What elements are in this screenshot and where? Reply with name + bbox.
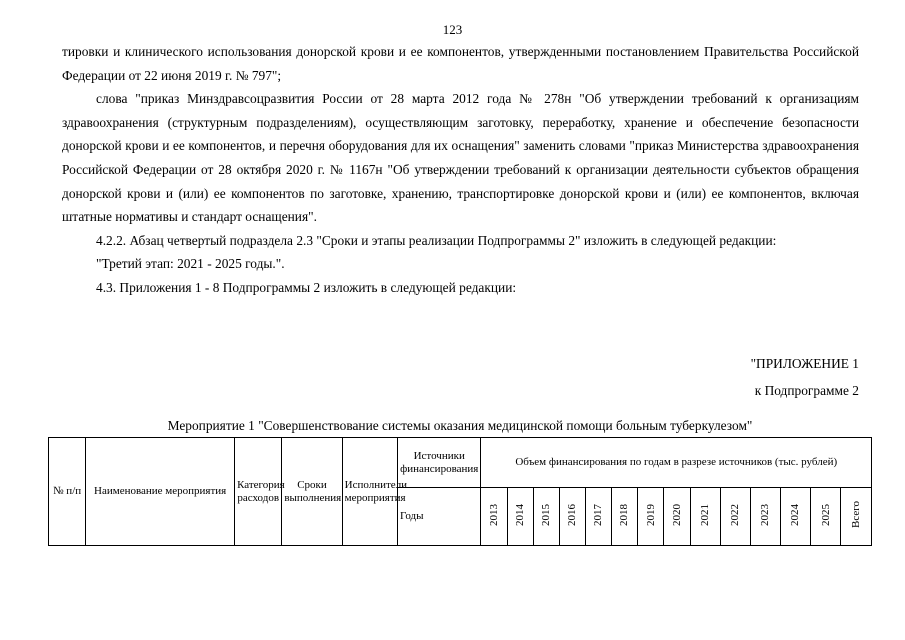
year-label: 2014 <box>513 503 526 526</box>
header-num: № п/п <box>49 438 86 546</box>
year-label: 2022 <box>729 503 742 526</box>
paragraph-1: тировки и клинического использования донорской крови и ее компонентов, утвержденными постановлением Правительства Российской Федерации от 22 июня 2019 г. № 797"; <box>62 44 859 83</box>
year-label: 2017 <box>592 503 605 526</box>
year-cell <box>781 488 811 546</box>
paragraph-4: "Третий этап: 2021 - 2025 годы.". <box>96 256 285 272</box>
year-label: 2013 <box>487 503 500 526</box>
year-label: 2020 <box>670 503 683 526</box>
body-text <box>62 40 859 300</box>
year-label: 2021 <box>698 503 711 526</box>
year-label: 2016 <box>566 503 579 526</box>
year-cell <box>586 488 612 546</box>
year-cell <box>559 488 585 546</box>
table-caption: Мероприятие 1 "Совершенствование системы оказания медицинской помощи больным туберкулезом" <box>167 418 753 433</box>
funding-table <box>48 437 872 546</box>
year-label: 2024 <box>789 503 802 526</box>
page-number: 123 <box>442 22 463 37</box>
header-years-label: Годы <box>397 488 480 546</box>
header-terms: Сроки выполнения <box>282 438 342 546</box>
paragraph-2: слова "приказ Минздравсоцразвития России от 28 марта 2012 года № 278н "Об утверждении требований к организациям здравоохранения (структурным подразделениям), осуществляющим заготовку, переработку, хранение и обеспечение безопасности донорской крови и ее компонентов, и перечня оборудования для их оснащения" заменить словами "приказ Министерства здравоохранения Российской Федерации от 28 октября 2020 г. № 1167н "Об утверждении требований к организации деятельности субъектов обращения донорской крови и (или) ее компонентов по заготовке, хранению, транспортировке донорской крови и (или) ее компонентов, включая штатные нормативы и стандарт оснащения". <box>62 91 859 225</box>
year-label: 2019 <box>644 503 657 526</box>
header-category: Категория расходов <box>235 438 282 546</box>
year-cell <box>481 488 507 546</box>
header-name: Наименование мероприятия <box>86 438 235 546</box>
paragraph-3: 4.2.2. Абзац четвертый подраздела 2.3 "Сроки и этапы реализации Подпрограммы 2" изложить в следующей редакции: <box>96 232 777 248</box>
year-cell <box>664 488 690 546</box>
year-label: 2015 <box>540 503 553 526</box>
header-volume: Объем финансирования по годам в разрезе источников (тыс. рублей) <box>481 438 872 488</box>
appendix-heading: "ПРИЛОЖЕНИЕ 1 <box>750 356 859 371</box>
year-cell <box>690 488 720 546</box>
year-label: 2018 <box>618 503 631 526</box>
year-cell <box>638 488 664 546</box>
appendix-subheading: к Подпрограмме 2 <box>754 383 859 398</box>
year-cell <box>507 488 533 546</box>
year-label: 2023 <box>759 503 772 526</box>
year-cell <box>811 488 841 546</box>
year-cell <box>533 488 559 546</box>
paragraph-5: 4.3. Приложения 1 - 8 Подпрограммы 2 изложить в следующей редакции: <box>96 279 517 295</box>
total-label: Всего <box>849 501 862 529</box>
total-cell <box>841 488 872 546</box>
year-label: 2025 <box>819 503 832 526</box>
header-executors: Исполнители мероприятия <box>342 438 397 546</box>
year-cell <box>612 488 638 546</box>
year-cell <box>720 488 750 546</box>
header-sources: Источники финансирования <box>397 438 480 488</box>
year-cell <box>750 488 780 546</box>
